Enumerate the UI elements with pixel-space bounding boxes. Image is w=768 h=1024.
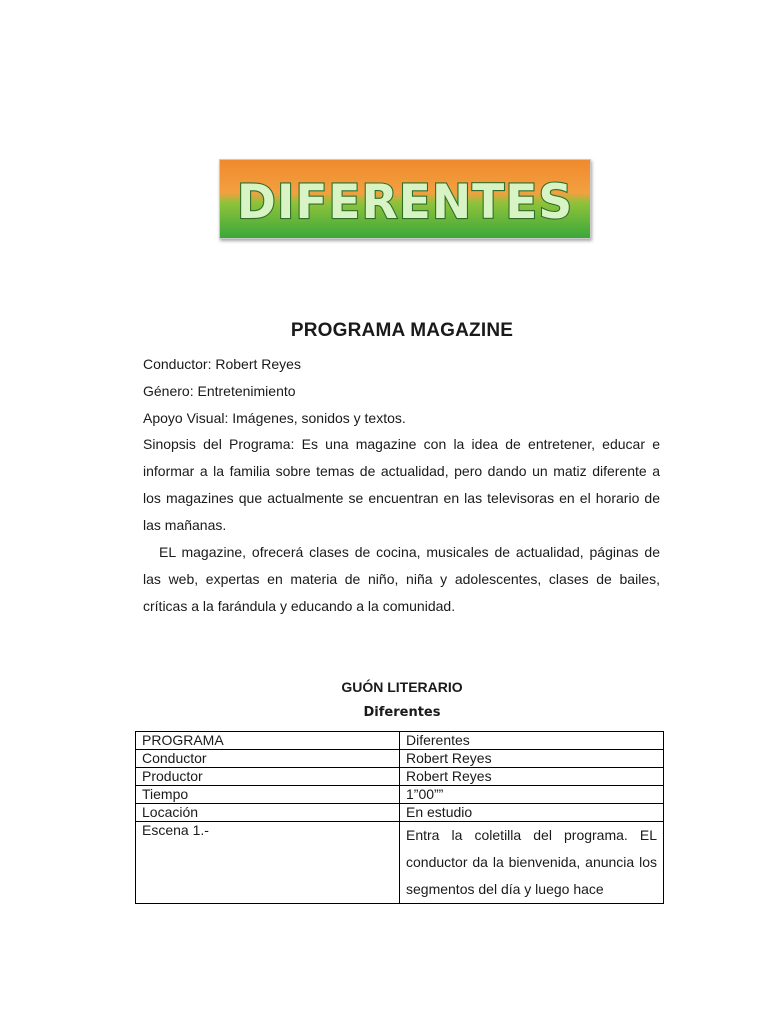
- guion-subheading: Diferentes: [363, 705, 441, 720]
- logo-text-graphic: [220, 160, 590, 238]
- table-cell: Entra la coletilla del programa. EL conductor da la bienvenida, anuncia los segmentos del día y luego hace: [400, 822, 664, 904]
- table-cell: Productor: [136, 768, 400, 786]
- logo-text: DIFERENTES: [236, 175, 574, 230]
- table-cell: Conductor: [136, 750, 400, 768]
- table-row: [136, 786, 664, 804]
- table-row: [136, 768, 664, 786]
- sinopsis-paragraph: Sinopsis del Programa: Es una magazine con la idea de entretener, educar e informar a la familia sobre temas de actualidad, pero dando un matiz diferente a los magazines que actualmente se encuentran en las televisoras en el horario de las mañanas.: [143, 436, 660, 533]
- conductor-line: Conductor: Robert Reyes: [143, 356, 301, 372]
- table-cell: Robert Reyes: [400, 750, 664, 768]
- table-row: [136, 732, 664, 750]
- genero-line: Género: Entretenimiento: [143, 383, 296, 399]
- table-cell: 1”00””: [400, 786, 664, 804]
- program-details-table: [135, 731, 664, 904]
- table-row: [136, 822, 664, 904]
- descripcion-paragraph: EL magazine, ofrecerá clases de cocina, musicales de actualidad, páginas de las web, expertas en materia de niño, niña y adolescentes, clases de bailes, críticas a la farándula y educando a la comunidad.: [143, 544, 660, 614]
- table-cell: Escena 1.-: [136, 822, 400, 904]
- table-cell: PROGRAMA: [136, 732, 400, 750]
- table-cell: Tiempo: [136, 786, 400, 804]
- table-cell: En estudio: [400, 804, 664, 822]
- program-logo: [219, 159, 591, 239]
- table-cell: Locación: [136, 804, 400, 822]
- table-cell: Diferentes: [400, 732, 664, 750]
- table-row: [136, 804, 664, 822]
- table-row: [136, 750, 664, 768]
- page-title: PROGRAMA MAGAZINE: [290, 320, 514, 341]
- guion-heading: GUÓN LITERARIO: [341, 679, 463, 695]
- table-cell: Robert Reyes: [400, 768, 664, 786]
- apoyo-visual-line: Apoyo Visual: Imágenes, sonidos y textos.: [143, 410, 406, 426]
